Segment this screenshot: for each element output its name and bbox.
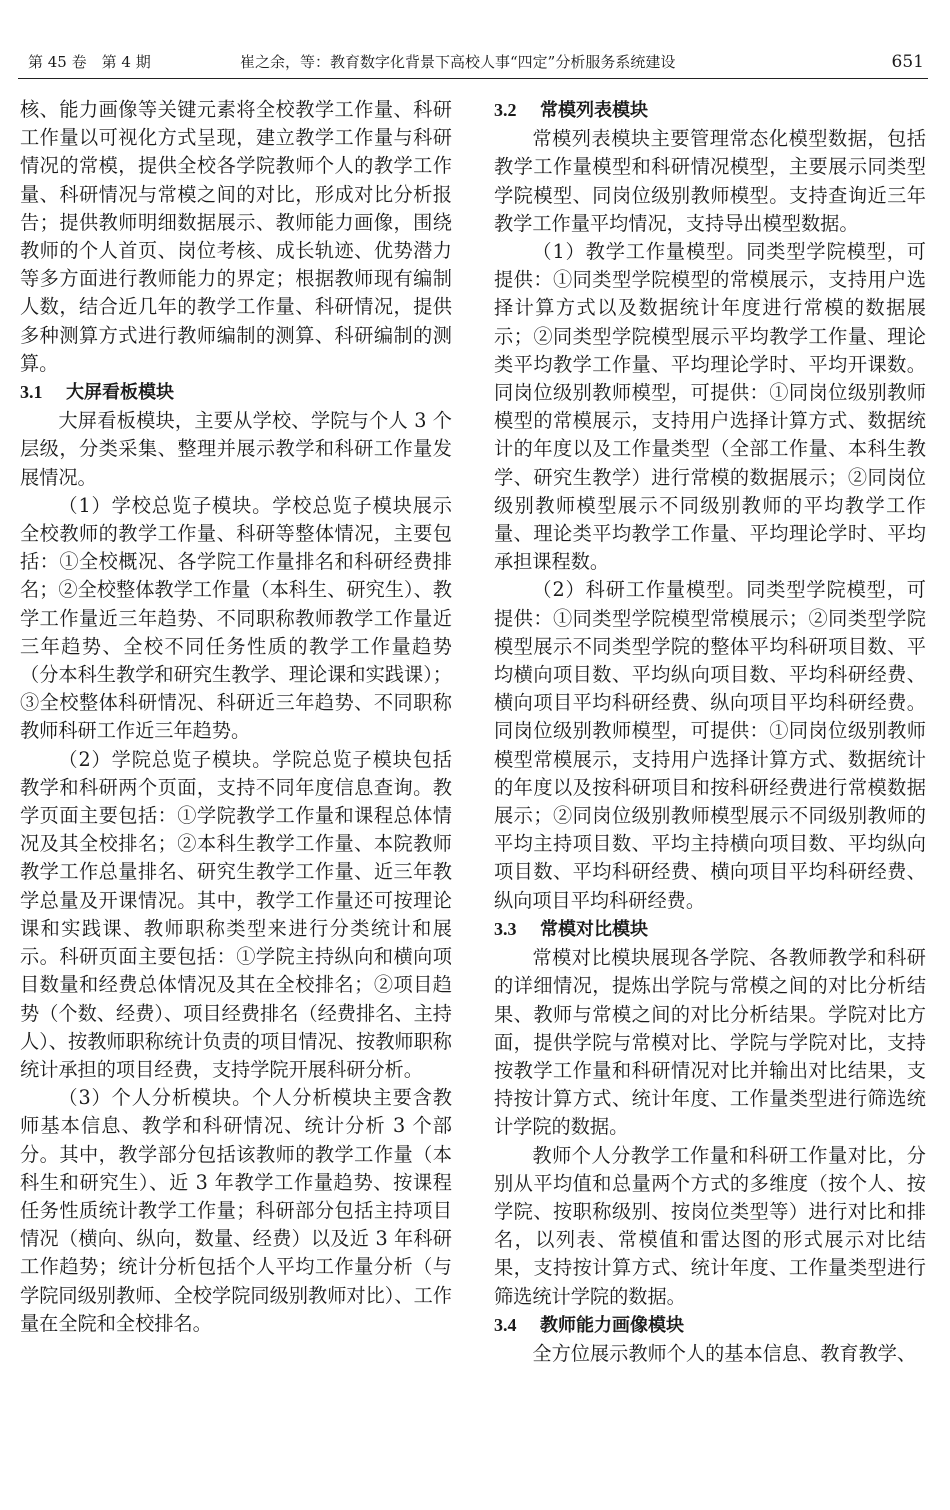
paragraph: 常模列表模块主要管理常态化模型数据，包括教学工作量模型和科研情况模型，主要展示同类型学院模型、同岗位级别教师模型。支持查询近三年教学工作量平均情况，支持导出模型数据。 — [494, 127, 926, 235]
section-title: 常模对比模块 — [540, 918, 648, 940]
section-number: 3.2 — [494, 100, 517, 120]
section-number: 3.1 — [20, 382, 43, 403]
section-heading-3-2 — [494, 96, 926, 125]
paragraph: （2）科研工作量模型。同类型学院模型，可提供：①同类型学院模型常模展示；②同类型学院模型展示不同类型学院的整体平均科研项目数、平均横向项目数、平均纵向项目数、平均科研经费、横向项目平均科研经费、纵向项目平均科研经费。同岗位级别教师模型，可提供：①同岗位级别教师模型常模展示，支持用户选择计算方式、数据统计的年度以及按科研项目和按科研经费进行常模数据展示；②同岗位级别教师模型展示不同级别教师的平均主持项目数、平均主持横向项目数、平均纵向项目数、平均科研经费、横向项目平均科研经费、纵向项目平均科研经费。 — [494, 578, 926, 912]
running-title: 崔之余，等：教育数字化背景下高校人事“四定”分析服务系统建设 — [240, 53, 676, 71]
section-title: 教师能力画像模块 — [540, 1314, 684, 1336]
paragraph-continued: 核、能力画像等关键元素将全校教学工作量、科研工作量以可视化方式呈现，建立教学工作量与科研情况的常模，提供全校各学院教师个人的教学工作量、科研情况与常模之间的对比，形成对比分析报告；提供教师明细数据展示、教师能力画像，围绕教师的个人首页、岗位考核、成长轨迹、优势潜力等多方面进行教师能力的界定；根据教师现有编制人数，结合近几年的教学工作量、科研情况，提供多种测算方式进行教师编制的测算、科研编制的测算。 — [20, 98, 452, 375]
section-title: 大屏看板模块 — [66, 382, 174, 404]
journal-volume-issue: 第 45 卷 第 4 期 — [28, 53, 151, 71]
paragraph: （3）个人分析模块。个人分析模块主要含教师基本信息、教学和科研情况、统计分析 3 个部分。其中，教学部分包括该教师的教学工作量（本科生和研究生）、近 3 年教学工作量趋势、按课程任务性质统计教学工作量；科研部分包括主持项目情况（横向、纵向，数量、经费）以及近 3 年科研工作趋势；统计分析包括个人平均工作量分析（与学院同级别教师、全校学院同级别教师对比）、工作量在全院和全校排名。 — [20, 1086, 452, 1335]
section-number: 3.3 — [494, 918, 517, 939]
running-header — [18, 46, 928, 79]
left-column — [20, 96, 452, 1338]
paragraph: （1）学校总览子模块。学校总览子模块展示全校教师的教学工作量、科研等整体情况，主要包括：①全校概况、各学院工作量排名和科研经费排名；②全校整体教学工作量（本科生、研究生）、教学工作量近三年趋势、不同职称教师教学工作量近三年趋势、全校不同任务性质的教学工作量趋势（分本科生教学和研究生教学、理论课和实践课）；③全校整体科研情况、科研近三年趋势、不同职称教师科研工作近三年趋势。 — [20, 493, 452, 743]
paragraph: 大屏看板模块，主要从学校、学院与个人 3 个层级，分类采集、整理并展示教学和科研工作量发展情况。 — [20, 409, 452, 489]
paragraph: （1）教学工作量模型。同类型学院模型，可提供：①同类型学院模型的常模展示，支持用户选择计算方式以及数据统计年度进行常模的数据展示；②同类型学院模型展示平均教学工作量、理论类平均教学工作量、平均理论学时、平均开课数。同岗位级别教师模型，可提供：①同岗位级别教师模型的常模展示，支持用户选择计算方式、数据统计的年度以及工作量类型（全部工作量、本科生教学、研究生教学）进行常模的数据展示；②同岗位级别教师模型展示不同级别教师的平均教学工作量、理论类平均教学工作量、平均理论学时、平均承担课程数。 — [494, 240, 926, 574]
section-heading-3-1 — [20, 378, 452, 407]
paragraph: 全方位展示教师个人的基本信息、教育教学、 — [532, 1341, 917, 1365]
paragraph: （2）学院总览子模块。学院总览子模块包括教学和科研两个页面，支持不同年度信息查询。教学页面主要包括：①学院教学工作量和课程总体情况及其全校排名；②本科生教学工作量、本院教师教学工作总量排名、研究生教学工作量、近三年教学总量及开课情况。其中，教学工作量还可按理论课和实践课、教师职称类型来进行分类统计和展示。科研页面主要包括：①学院主持纵向和横向项目数量和经费总体情况及其在全校排名；②项目趋势（个数、经费）、项目经费排名（经费排名、主持人）、按教师职称统计负责的项目情况、按教师职称统计承担的项目经费，支持学院开展科研分析。 — [20, 747, 452, 1081]
section-heading-3-3 — [494, 915, 926, 944]
section-heading-3-4 — [494, 1311, 926, 1340]
section-number: 3.4 — [494, 1314, 517, 1335]
paragraph: 常模对比模块展现各学院、各教师教学和科研的详细情况，提炼出学院与常模之间的对比分析结果、教师与常模之间的对比分析结果。学院对比方面，提供学院与常模对比、学院与学院对比，支持按教学工作量和科研情况对比并输出对比结果，支持按计算方式、统计年度、工作量类型进行筛选统计学院的数据。 — [494, 946, 926, 1139]
paragraph: 教师个人分教学工作量和科研工作量对比，分别从平均值和总量两个方式的多维度（按个人、按学院、按职称级别、按岗位类型等）进行对比和排名，以列表、常模值和雷达图的形式展示对比结果，支持按计算方式、统计年度、工作量类型进行筛选统计学院的数据。 — [494, 1143, 926, 1308]
page-number: 651 — [891, 52, 924, 72]
right-column — [494, 96, 926, 1368]
section-title: 常模列表模块 — [540, 100, 648, 121]
